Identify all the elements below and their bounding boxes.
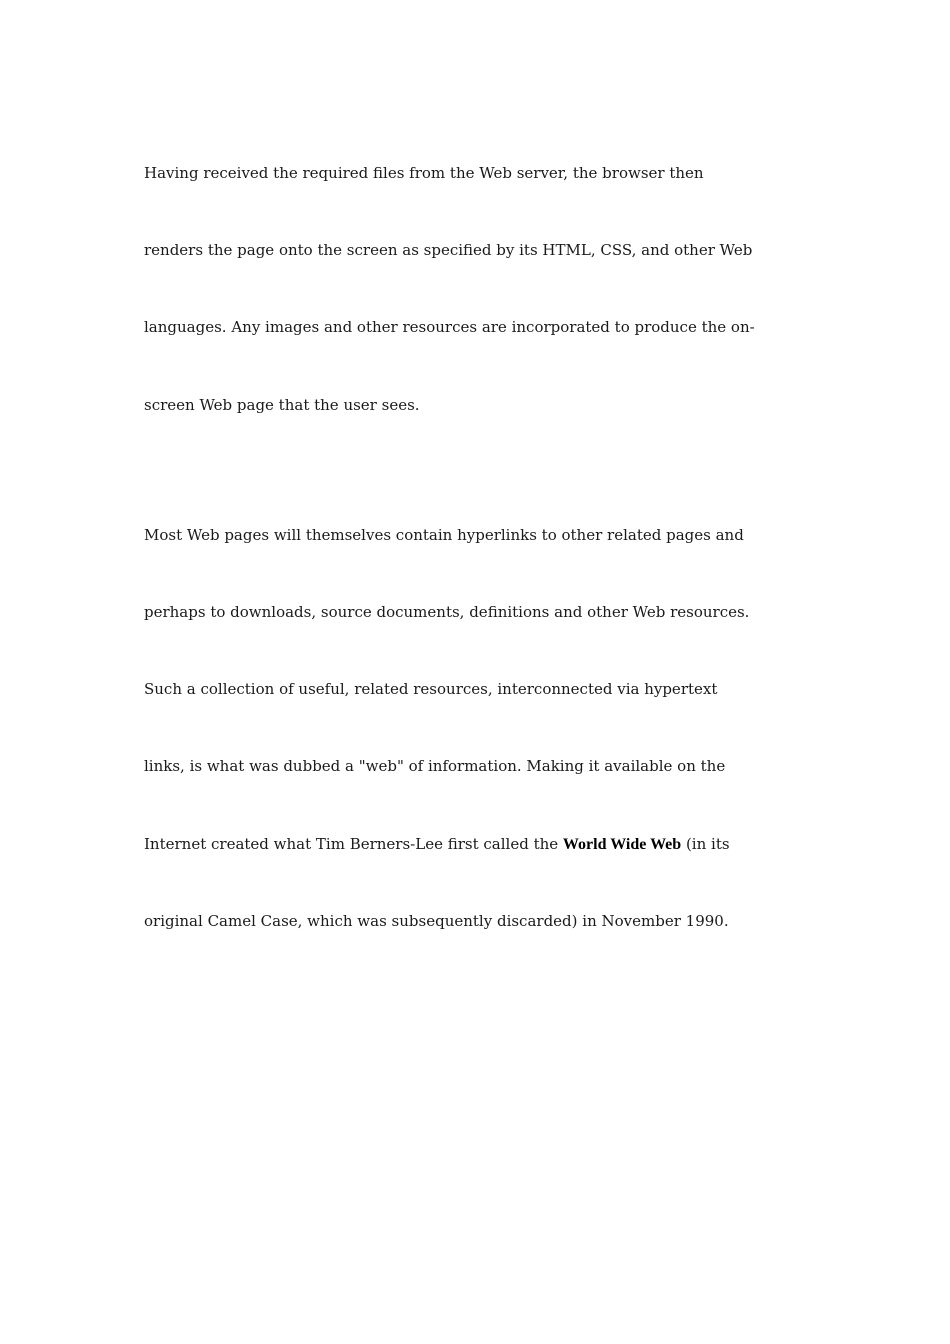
text-line: screen Web page that the user sees.	[144, 395, 420, 414]
text-line: Having received the required files from the Web server, the browser then	[144, 164, 704, 182]
www-bold-term: World Wide Web	[562, 835, 682, 853]
text-line: links, is what was dubbed a "web" of information. Making it available on the	[144, 757, 726, 776]
text-line: languages. Any images and other resources are incorporated to produce the on-	[144, 318, 755, 337]
paragraph-hyperlinks	[144, 484, 799, 983]
text-line: renders the page onto the screen as specified by its HTML, CSS, and other Web	[144, 241, 753, 260]
text-line: Most Web pages will themselves contain hyperlinks to other related pages and	[144, 525, 744, 544]
document-body	[144, 122, 799, 983]
text-line: original Camel Case, which was subsequently discarded) in November 1990.	[144, 911, 729, 930]
text-segment: Internet created what Tim Berners-Lee first called the	[144, 834, 563, 853]
text-line	[144, 829, 799, 870]
text-segment: (in its	[681, 834, 730, 853]
paragraph-browser-rendering	[144, 122, 799, 467]
text-line: perhaps to downloads, source documents, definitions and other Web resources.	[144, 602, 750, 621]
text-line: Such a collection of useful, related resources, interconnected via hypertext	[144, 680, 718, 699]
